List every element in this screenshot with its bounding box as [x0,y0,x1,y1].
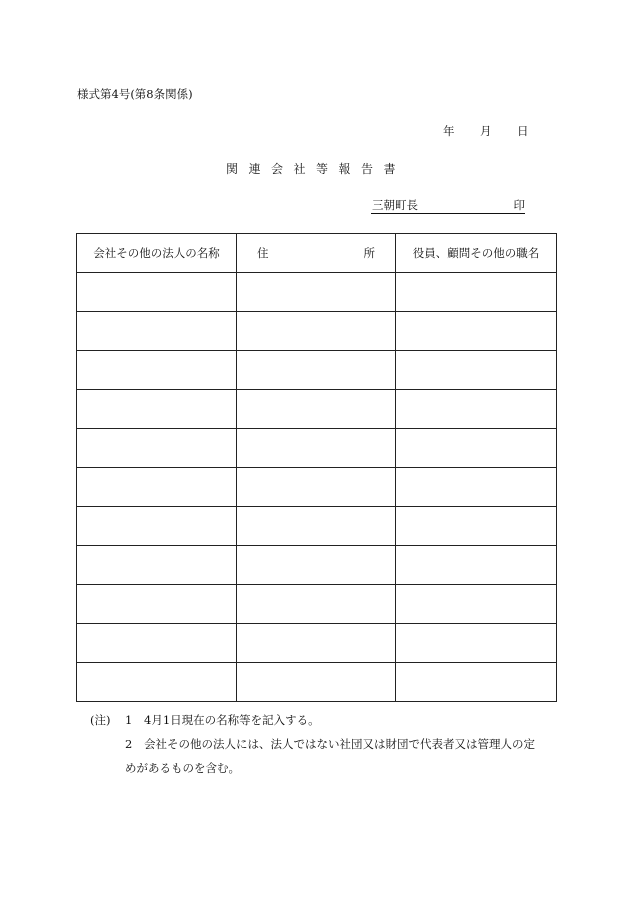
table-row [77,663,557,702]
cell-position[interactable] [396,429,557,468]
cell-address[interactable] [237,624,396,663]
cell-company-name[interactable] [77,351,237,390]
cell-company-name[interactable] [77,546,237,585]
cell-company-name[interactable] [77,624,237,663]
cell-address[interactable] [237,312,396,351]
table-row [77,624,557,663]
table-row [77,390,557,429]
cell-company-name[interactable] [77,390,237,429]
report-table [76,233,557,702]
cell-position[interactable] [396,351,557,390]
table-row [77,507,557,546]
cell-address[interactable] [237,390,396,429]
recipient-line [371,197,525,214]
table-row [77,585,557,624]
cell-address[interactable] [237,546,396,585]
cell-position[interactable] [396,585,557,624]
header-address-left: 住 [257,246,269,260]
document-title: 関連会社等報告書 [226,162,407,176]
table-row [77,429,557,468]
cell-company-name[interactable] [77,312,237,351]
cell-position[interactable] [396,546,557,585]
table-header-row [77,234,557,273]
cell-company-name[interactable] [77,585,237,624]
cell-position[interactable] [396,273,557,312]
cell-company-name[interactable] [77,429,237,468]
note-text: 4月1日現在の名称等を記入する。 [144,713,320,727]
recipient-name: 三朝町長 [372,198,418,212]
table-row [77,273,557,312]
header-address [237,234,396,273]
table-row [77,351,557,390]
date-year-label: 年 [443,124,455,138]
cell-address[interactable] [237,468,396,507]
table-row [77,468,557,507]
header-address-right: 所 [363,246,375,260]
note-marker: (注) [90,713,111,727]
cell-address[interactable] [237,351,396,390]
cell-position[interactable] [396,390,557,429]
cell-address[interactable] [237,585,396,624]
cell-company-name[interactable] [77,468,237,507]
date-day-label: 日 [517,124,529,138]
cell-company-name[interactable] [77,663,237,702]
note-number: 1 [125,713,133,727]
date-line [443,123,531,139]
cell-position[interactable] [396,312,557,351]
date-month-label: 月 [480,124,492,138]
cell-address[interactable] [237,663,396,702]
cell-position[interactable] [396,507,557,546]
table-row [77,312,557,351]
cell-company-name[interactable] [77,273,237,312]
form-number-label: 様式第4号(第8条関係) [77,87,193,101]
note-number: 2 [125,737,133,751]
cell-address[interactable] [237,429,396,468]
cell-position[interactable] [396,663,557,702]
note-text: 会社その他の法人には、法人ではない社団又は財団で代表者又は管理人の定 [144,737,535,751]
table-body [77,273,557,702]
seal-mark: 印 [513,198,525,212]
cell-position[interactable] [396,624,557,663]
note-text-continuation: めがあるものを含む。 [125,761,240,775]
table-row [77,546,557,585]
header-position: 役員、顧問その他の職名 [396,234,557,273]
cell-company-name[interactable] [77,507,237,546]
cell-position[interactable] [396,468,557,507]
header-company-name: 会社その他の法人の名称 [77,234,237,273]
cell-address[interactable] [237,507,396,546]
cell-address[interactable] [237,273,396,312]
